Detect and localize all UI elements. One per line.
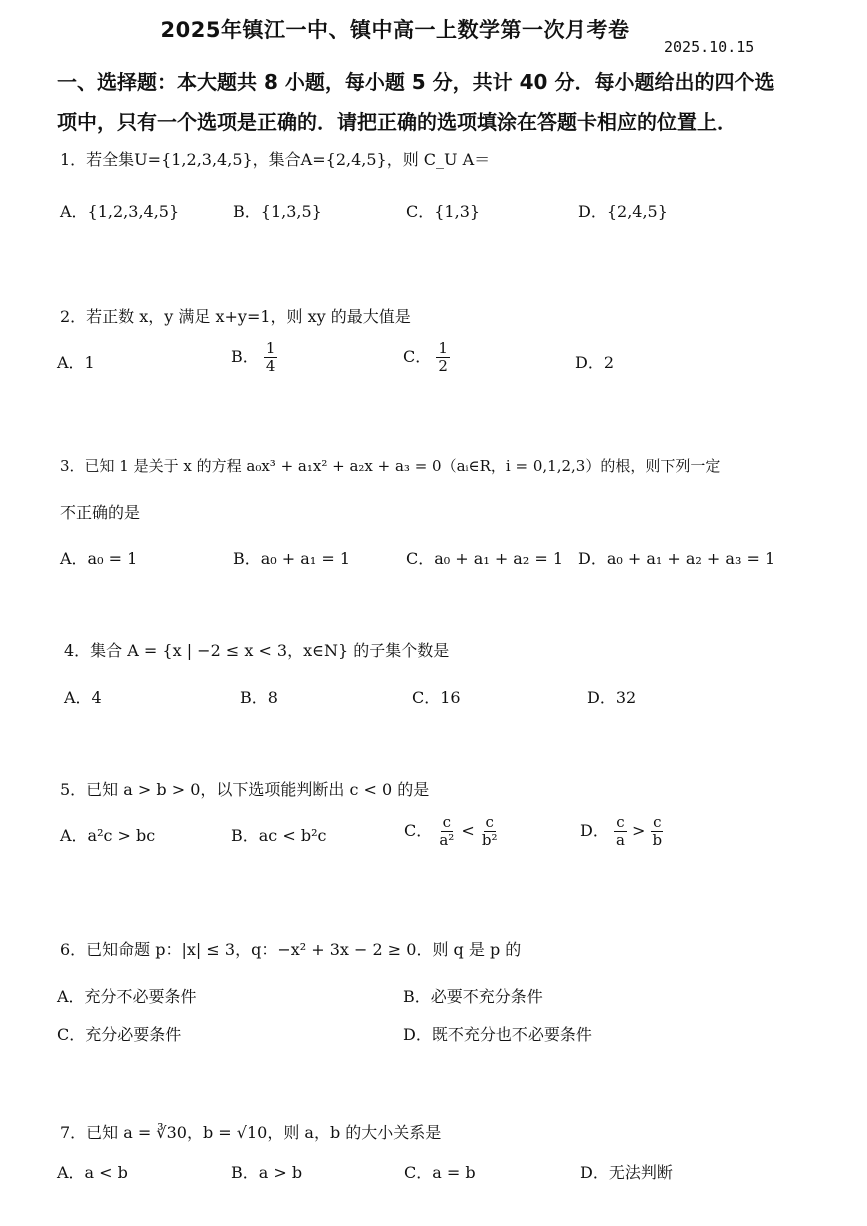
- section-line-2: 项中，只有一个选项是正确的．请把正确的选项填涂在答题卡相应的位置上．: [57, 110, 737, 134]
- question-3-option-b: B．a₀ + a₁ = 1: [233, 549, 351, 568]
- section-line-1: 一、选择题：本大题共 8 小题，每小题 5 分，共计 40 分．每小题给出的四个选: [57, 70, 775, 94]
- question-5-option-d: [580, 814, 664, 849]
- fraction: [437, 814, 456, 849]
- question-7-option-a: A．a < b: [57, 1163, 128, 1182]
- question-1-option-c: C．{1,3}: [406, 202, 481, 221]
- question-5-option-b: B．ac < b²c: [231, 826, 327, 845]
- question-6-stem: 6．已知命题 p：|x| ≤ 3，q：−x² + 3x − 2 ≥ 0．则 q 是 p 的: [60, 940, 522, 959]
- question-1-option-b: B．{1,3,5}: [233, 202, 322, 221]
- question-3-stem-line-1: 3．已知 1 是关于 x 的方程 a₀x³ + a₁x² + a₂x + a₃ = 0（aᵢ∈R，i = 0,1,2,3）的根，则下列一定: [60, 457, 721, 475]
- question-2-stem: 2．若正数 x，y 满足 x+y=1，则 xy 的最大值是: [60, 307, 411, 326]
- question-3-option-a: A．a₀ = 1: [60, 549, 138, 568]
- question-5-option-c: [404, 814, 500, 849]
- fraction-denominator: b: [652, 831, 663, 849]
- question-4-option-c: C．16: [412, 688, 461, 707]
- question-6-option-b: B．必要不充分条件: [403, 987, 543, 1006]
- fraction: [480, 814, 500, 849]
- exam-date: 2025.10.15: [664, 38, 755, 56]
- fraction-numerator: c: [616, 813, 625, 831]
- question-5-option-a: A．a²c > bc: [60, 826, 156, 845]
- question-4-option-a: A．4: [64, 688, 102, 707]
- question-2-option-a: A．1: [57, 353, 95, 372]
- question-3-option-d: D．a₀ + a₁ + a₂ + a₃ = 1: [578, 549, 776, 568]
- fraction: [650, 814, 664, 849]
- question-6-option-d: D．既不充分也不必要条件: [403, 1025, 592, 1044]
- fraction-denominator: b²: [481, 831, 498, 849]
- exam-title: 2025年镇江一中、镇中高一上数学第一次月考卷: [160, 18, 630, 42]
- question-6-option-a: A．充分不必要条件: [57, 987, 197, 1006]
- question-1-stem: 1．若全集U={1,2,3,4,5}，集合A={2,4,5}，则 C_U A＝: [60, 150, 491, 169]
- question-2-option-d: D．2: [575, 353, 615, 372]
- fraction-denominator: 4: [265, 357, 276, 375]
- question-3-stem-line-2: 不正确的是: [60, 503, 141, 522]
- question-3-option-c: C．a₀ + a₁ + a₂ = 1: [406, 549, 564, 568]
- question-1-option-a: A．{1,2,3,4,5}: [60, 202, 180, 221]
- fraction: [264, 340, 278, 375]
- question-2-option-b: [231, 340, 277, 375]
- fraction-numerator: c: [442, 813, 452, 831]
- fraction-numerator: c: [653, 813, 662, 831]
- fraction-numerator: c: [485, 813, 494, 831]
- question-4-option-b: B．8: [240, 688, 278, 707]
- fraction-numerator: 1: [438, 339, 448, 357]
- section-instructions: [57, 62, 817, 142]
- fraction-denominator: 2: [438, 357, 448, 375]
- fraction-denominator: a²: [439, 831, 455, 849]
- question-7-option-d: D．无法判断: [580, 1163, 673, 1182]
- question-2-option-c: [403, 340, 450, 375]
- option-label: D．: [580, 821, 609, 840]
- question-7-option-b: B．a > b: [231, 1163, 303, 1182]
- question-7-stem: 7．已知 a = ∛30，b = √10，则 a，b 的大小关系是: [60, 1123, 442, 1142]
- fraction-denominator: a: [615, 831, 625, 849]
- question-7-option-c: C．a = b: [404, 1163, 476, 1182]
- fraction-numerator: 1: [265, 339, 276, 357]
- question-6-option-c: C．充分必要条件: [57, 1025, 182, 1044]
- fraction: [436, 340, 450, 375]
- question-4-stem: 4．集合 A = {x | −2 ≤ x < 3，x∈N} 的子集个数是: [64, 641, 450, 660]
- comparison-operator: <: [461, 821, 475, 840]
- option-label: B．: [231, 347, 259, 366]
- question-1-option-d: D．{2,4,5}: [578, 202, 668, 221]
- option-label: C．: [403, 347, 432, 366]
- question-5-stem: 5．已知 a > b > 0，以下选项能判断出 c < 0 的是: [60, 780, 430, 799]
- option-label: C．: [404, 821, 433, 840]
- fraction: [614, 814, 627, 849]
- question-4-option-d: D．32: [587, 688, 637, 707]
- comparison-operator: >: [631, 821, 646, 840]
